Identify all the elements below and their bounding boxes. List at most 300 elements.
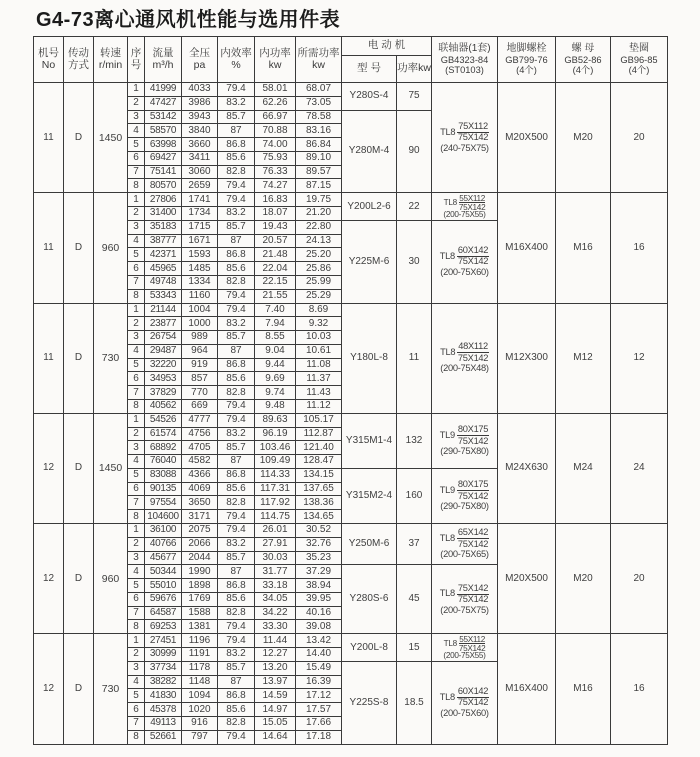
cell-required-power: 89.57 <box>296 165 342 179</box>
cell-seq: 4 <box>128 344 145 358</box>
cell-efficiency: 79.4 <box>218 413 255 427</box>
cell-flow: 63998 <box>145 138 182 152</box>
cell-internal-power: 76.33 <box>255 165 296 179</box>
cell-required-power: 37.29 <box>296 565 342 579</box>
cell-seq: 4 <box>128 234 145 248</box>
cell-internal-power: 9.69 <box>255 372 296 386</box>
cell-pressure: 669 <box>182 399 218 413</box>
cell-washer: 24 <box>611 413 668 523</box>
cell-seq: 2 <box>128 96 145 110</box>
cell-pressure: 1004 <box>182 303 218 317</box>
cell-efficiency: 85.6 <box>218 592 255 606</box>
cell-seq: 1 <box>128 524 145 538</box>
cell-motor-model: Y280S-4 <box>342 83 397 111</box>
cell-internal-power: 114.33 <box>255 468 296 482</box>
cell-efficiency: 83.2 <box>218 96 255 110</box>
cell-seq: 7 <box>128 165 145 179</box>
cell-pressure: 1094 <box>182 689 218 703</box>
cell-pressure: 1593 <box>182 248 218 262</box>
cell-drive-mode: D <box>64 303 94 413</box>
cell-internal-power: 8.55 <box>255 331 296 345</box>
cell-drive-mode: D <box>64 634 94 744</box>
cell-internal-power: 74.27 <box>255 179 296 193</box>
cell-flow: 69427 <box>145 151 182 165</box>
cell-nut: M16 <box>556 634 611 744</box>
cell-washer: 12 <box>611 303 668 413</box>
cell-internal-power: 66.97 <box>255 110 296 124</box>
cell-coupling: TL8 $\frac{65X142}{75X142}$ (200-75X65) <box>432 524 498 565</box>
cell-seq: 8 <box>128 399 145 413</box>
cell-required-power: 128.47 <box>296 455 342 469</box>
cell-required-power: 73.05 <box>296 96 342 110</box>
cell-efficiency: 86.8 <box>218 468 255 482</box>
cell-internal-power: 26.01 <box>255 524 296 538</box>
cell-anchor-bolt: M16X400 <box>498 193 556 303</box>
cell-internal-power: 22.15 <box>255 275 296 289</box>
cell-seq: 7 <box>128 386 145 400</box>
cell-flow: 49113 <box>145 716 182 730</box>
cell-washer: 20 <box>611 83 668 193</box>
cell-seq: 8 <box>128 179 145 193</box>
cell-machine-no: 11 <box>34 303 64 413</box>
cell-efficiency: 85.6 <box>218 703 255 717</box>
page-title: G4-73离心通风机性能与选用件表 <box>36 9 341 31</box>
cell-required-power: 11.08 <box>296 358 342 372</box>
cell-motor-power: 160 <box>397 468 432 523</box>
cell-pressure: 1741 <box>182 193 218 207</box>
cell-seq: 5 <box>128 468 145 482</box>
cell-pressure: 989 <box>182 331 218 345</box>
cell-efficiency: 79.4 <box>218 193 255 207</box>
cell-efficiency: 87 <box>218 234 255 248</box>
cell-efficiency: 79.4 <box>218 730 255 744</box>
cell-coupling: TL8 $\frac{75X112}{75X142}$ (240-75X75) <box>432 83 498 193</box>
cell-motor-model: Y250M-6 <box>342 524 397 565</box>
cell-required-power: 25.20 <box>296 248 342 262</box>
cell-pressure: 3660 <box>182 138 218 152</box>
cell-speed: 730 <box>94 303 128 413</box>
cell-flow: 52661 <box>145 730 182 744</box>
cell-pressure: 4033 <box>182 83 218 97</box>
cell-required-power: 11.43 <box>296 386 342 400</box>
cell-nut: M20 <box>556 524 611 634</box>
fan-table <box>33 36 668 745</box>
cell-seq: 6 <box>128 592 145 606</box>
cell-coupling: TL8 $\frac{60X142}{75X142}$ (200-75X60) <box>432 220 498 303</box>
cell-efficiency: 85.6 <box>218 372 255 386</box>
cell-efficiency: 79.4 <box>218 289 255 303</box>
cell-motor-power: 75 <box>397 83 432 111</box>
cell-flow: 54526 <box>145 413 182 427</box>
cell-flow: 41830 <box>145 689 182 703</box>
cell-flow: 30999 <box>145 648 182 662</box>
cell-flow: 61574 <box>145 427 182 441</box>
cell-required-power: 78.58 <box>296 110 342 124</box>
cell-seq: 2 <box>128 537 145 551</box>
table-row <box>34 193 668 207</box>
cell-pressure: 1148 <box>182 675 218 689</box>
cell-machine-no: 12 <box>34 413 64 523</box>
cell-anchor-bolt: M16X400 <box>498 634 556 744</box>
cell-internal-power: 21.48 <box>255 248 296 262</box>
cell-required-power: 8.69 <box>296 303 342 317</box>
cell-motor-power: 30 <box>397 220 432 303</box>
cell-efficiency: 83.2 <box>218 537 255 551</box>
cell-flow: 90135 <box>145 482 182 496</box>
cell-flow: 40766 <box>145 537 182 551</box>
cell-efficiency: 79.4 <box>218 303 255 317</box>
cell-efficiency: 85.7 <box>218 551 255 565</box>
cell-required-power: 40.16 <box>296 606 342 620</box>
cell-flow: 42371 <box>145 248 182 262</box>
cell-seq: 6 <box>128 372 145 386</box>
cell-efficiency: 79.4 <box>218 510 255 524</box>
cell-required-power: 134.65 <box>296 510 342 524</box>
cell-internal-power: 33.18 <box>255 579 296 593</box>
cell-coupling: TL8 $\frac{48X112}{75X142}$ (200-75X48) <box>432 303 498 413</box>
col-header-reqpower: 所需功率 kw <box>296 37 342 83</box>
cell-required-power: 10.61 <box>296 344 342 358</box>
cell-efficiency: 85.7 <box>218 661 255 675</box>
table-row <box>34 634 668 648</box>
cell-internal-power: 14.59 <box>255 689 296 703</box>
cell-pressure: 916 <box>182 716 218 730</box>
cell-anchor-bolt: M24X630 <box>498 413 556 523</box>
cell-efficiency: 85.6 <box>218 151 255 165</box>
cell-required-power: 86.84 <box>296 138 342 152</box>
cell-seq: 3 <box>128 220 145 234</box>
cell-internal-power: 7.40 <box>255 303 296 317</box>
cell-internal-power: 117.31 <box>255 482 296 496</box>
cell-internal-power: 13.20 <box>255 661 296 675</box>
cell-required-power: 17.57 <box>296 703 342 717</box>
cell-seq: 5 <box>128 358 145 372</box>
cell-required-power: 14.40 <box>296 648 342 662</box>
cell-drive-mode: D <box>64 413 94 523</box>
cell-seq: 7 <box>128 496 145 510</box>
cell-required-power: 16.39 <box>296 675 342 689</box>
cell-flow: 26754 <box>145 331 182 345</box>
cell-internal-power: 7.94 <box>255 317 296 331</box>
cell-motor-power: 132 <box>397 413 432 468</box>
table-row <box>34 83 668 97</box>
cell-seq: 5 <box>128 248 145 262</box>
cell-flow: 45965 <box>145 262 182 276</box>
cell-required-power: 134.15 <box>296 468 342 482</box>
cell-efficiency: 87 <box>218 565 255 579</box>
cell-required-power: 30.52 <box>296 524 342 538</box>
cell-flow: 37829 <box>145 386 182 400</box>
cell-flow: 34953 <box>145 372 182 386</box>
cell-pressure: 2044 <box>182 551 218 565</box>
cell-internal-power: 34.22 <box>255 606 296 620</box>
cell-pressure: 4366 <box>182 468 218 482</box>
cell-pressure: 797 <box>182 730 218 744</box>
col-header-motor-model: 型 号 <box>342 56 397 83</box>
cell-pressure: 919 <box>182 358 218 372</box>
cell-efficiency: 82.8 <box>218 386 255 400</box>
cell-motor-model: Y315M2-4 <box>342 468 397 523</box>
cell-efficiency: 83.2 <box>218 648 255 662</box>
cell-flow: 23877 <box>145 317 182 331</box>
cell-flow: 64587 <box>145 606 182 620</box>
col-header-pressure: 全压 pa <box>182 37 218 83</box>
cell-flow: 97554 <box>145 496 182 510</box>
cell-efficiency: 79.4 <box>218 399 255 413</box>
cell-flow: 83088 <box>145 468 182 482</box>
cell-pressure: 1334 <box>182 275 218 289</box>
cell-internal-power: 15.05 <box>255 716 296 730</box>
cell-flow: 21144 <box>145 303 182 317</box>
cell-drive-mode: D <box>64 83 94 193</box>
cell-flow: 32220 <box>145 358 182 372</box>
cell-seq: 7 <box>128 275 145 289</box>
cell-efficiency: 85.7 <box>218 441 255 455</box>
col-header-power: 内功率 kw <box>255 37 296 83</box>
cell-seq: 8 <box>128 510 145 524</box>
cell-required-power: 17.18 <box>296 730 342 744</box>
cell-flow: 38282 <box>145 675 182 689</box>
cell-seq: 1 <box>128 303 145 317</box>
cell-nut: M20 <box>556 83 611 193</box>
cell-internal-power: 22.04 <box>255 262 296 276</box>
cell-pressure: 2075 <box>182 524 218 538</box>
cell-washer: 16 <box>611 634 668 744</box>
cell-anchor-bolt: M12X300 <box>498 303 556 413</box>
cell-internal-power: 31.77 <box>255 565 296 579</box>
cell-motor-power: 90 <box>397 110 432 193</box>
cell-efficiency: 82.8 <box>218 275 255 289</box>
cell-pressure: 1671 <box>182 234 218 248</box>
cell-pressure: 1898 <box>182 579 218 593</box>
cell-internal-power: 62.26 <box>255 96 296 110</box>
cell-pressure: 1178 <box>182 661 218 675</box>
table-row <box>34 413 668 427</box>
cell-motor-model: Y200L2-6 <box>342 193 397 221</box>
cell-drive-mode: D <box>64 524 94 634</box>
cell-motor-model: Y225S-8 <box>342 661 397 744</box>
cell-required-power: 25.99 <box>296 275 342 289</box>
cell-pressure: 3171 <box>182 510 218 524</box>
cell-internal-power: 117.92 <box>255 496 296 510</box>
cell-internal-power: 18.07 <box>255 207 296 221</box>
cell-pressure: 3060 <box>182 165 218 179</box>
col-header-motor-group: 电 动 机 <box>342 37 432 56</box>
cell-flow: 38777 <box>145 234 182 248</box>
cell-motor-model: Y200L-8 <box>342 634 397 662</box>
cell-required-power: 9.32 <box>296 317 342 331</box>
cell-coupling: TL8 $\frac{60X142}{75X142}$ (200-75X60) <box>432 661 498 744</box>
cell-motor-power: 22 <box>397 193 432 221</box>
cell-required-power: 137.65 <box>296 482 342 496</box>
cell-pressure: 857 <box>182 372 218 386</box>
cell-coupling: TL9 $\frac{80X175}{75X142}$ (290-75X80) <box>432 468 498 523</box>
cell-seq: 6 <box>128 703 145 717</box>
cell-seq: 3 <box>128 110 145 124</box>
cell-pressure: 1990 <box>182 565 218 579</box>
cell-coupling: TL8 $\frac{55X112}{75X142}$ (200-75X55) <box>432 634 498 662</box>
cell-pressure: 4705 <box>182 441 218 455</box>
cell-pressure: 1485 <box>182 262 218 276</box>
cell-required-power: 138.36 <box>296 496 342 510</box>
cell-speed: 960 <box>94 524 128 634</box>
cell-internal-power: 34.05 <box>255 592 296 606</box>
cell-required-power: 11.37 <box>296 372 342 386</box>
cell-motor-model: Y180L-8 <box>342 303 397 413</box>
cell-internal-power: 27.91 <box>255 537 296 551</box>
cell-coupling: TL8 $\frac{75X142}{75X142}$ (200-75X75) <box>432 565 498 634</box>
cell-speed: 960 <box>94 193 128 303</box>
cell-efficiency: 87 <box>218 124 255 138</box>
cell-required-power: 32.76 <box>296 537 342 551</box>
cell-pressure: 770 <box>182 386 218 400</box>
cell-seq: 2 <box>128 207 145 221</box>
cell-internal-power: 103.46 <box>255 441 296 455</box>
cell-internal-power: 109.49 <box>255 455 296 469</box>
cell-flow: 53142 <box>145 110 182 124</box>
cell-flow: 68892 <box>145 441 182 455</box>
cell-pressure: 4069 <box>182 482 218 496</box>
cell-internal-power: 21.55 <box>255 289 296 303</box>
cell-seq: 5 <box>128 579 145 593</box>
cell-seq: 5 <box>128 689 145 703</box>
cell-internal-power: 96.19 <box>255 427 296 441</box>
cell-required-power: 21.20 <box>296 207 342 221</box>
cell-nut: M24 <box>556 413 611 523</box>
cell-required-power: 15.49 <box>296 661 342 675</box>
cell-pressure: 1769 <box>182 592 218 606</box>
cell-seq: 4 <box>128 565 145 579</box>
cell-seq: 6 <box>128 151 145 165</box>
cell-efficiency: 83.2 <box>218 207 255 221</box>
cell-efficiency: 86.8 <box>218 689 255 703</box>
cell-pressure: 1000 <box>182 317 218 331</box>
cell-flow: 80570 <box>145 179 182 193</box>
cell-internal-power: 114.75 <box>255 510 296 524</box>
cell-seq: 1 <box>128 413 145 427</box>
cell-required-power: 22.80 <box>296 220 342 234</box>
cell-motor-power: 18.5 <box>397 661 432 744</box>
cell-pressure: 4756 <box>182 427 218 441</box>
cell-machine-no: 11 <box>34 83 64 193</box>
cell-efficiency: 87 <box>218 344 255 358</box>
cell-seq: 4 <box>128 455 145 469</box>
cell-flow: 45677 <box>145 551 182 565</box>
cell-internal-power: 14.97 <box>255 703 296 717</box>
cell-efficiency: 86.8 <box>218 248 255 262</box>
cell-seq: 7 <box>128 716 145 730</box>
cell-efficiency: 82.8 <box>218 165 255 179</box>
cell-required-power: 11.12 <box>296 399 342 413</box>
cell-internal-power: 89.63 <box>255 413 296 427</box>
cell-required-power: 17.12 <box>296 689 342 703</box>
cell-seq: 1 <box>128 193 145 207</box>
cell-flow: 31400 <box>145 207 182 221</box>
cell-speed: 1450 <box>94 413 128 523</box>
cell-efficiency: 87 <box>218 675 255 689</box>
cell-internal-power: 12.27 <box>255 648 296 662</box>
cell-seq: 4 <box>128 675 145 689</box>
cell-efficiency: 79.4 <box>218 179 255 193</box>
cell-seq: 2 <box>128 427 145 441</box>
cell-flow: 75141 <box>145 165 182 179</box>
cell-machine-no: 11 <box>34 193 64 303</box>
cell-required-power: 112.87 <box>296 427 342 441</box>
cell-drive-mode: D <box>64 193 94 303</box>
cell-flow: 50344 <box>145 565 182 579</box>
cell-flow: 40562 <box>145 399 182 413</box>
cell-seq: 1 <box>128 83 145 97</box>
cell-efficiency: 79.4 <box>218 620 255 634</box>
cell-speed: 1450 <box>94 83 128 193</box>
cell-pressure: 3943 <box>182 110 218 124</box>
cell-flow: 49748 <box>145 275 182 289</box>
cell-efficiency: 82.8 <box>218 496 255 510</box>
cell-seq: 2 <box>128 648 145 662</box>
cell-internal-power: 14.64 <box>255 730 296 744</box>
cell-internal-power: 74.00 <box>255 138 296 152</box>
cell-internal-power: 20.57 <box>255 234 296 248</box>
cell-efficiency: 85.7 <box>218 110 255 124</box>
cell-efficiency: 79.4 <box>218 83 255 97</box>
cell-machine-no: 12 <box>34 524 64 634</box>
cell-pressure: 3650 <box>182 496 218 510</box>
col-header-washer: 垫圈 GB96-85 (4个) <box>611 37 668 83</box>
cell-efficiency: 86.8 <box>218 579 255 593</box>
cell-internal-power: 19.43 <box>255 220 296 234</box>
cell-seq: 4 <box>128 124 145 138</box>
cell-efficiency: 85.7 <box>218 331 255 345</box>
cell-speed: 730 <box>94 634 128 744</box>
cell-pressure: 1160 <box>182 289 218 303</box>
cell-required-power: 35.23 <box>296 551 342 565</box>
cell-seq: 8 <box>128 730 145 744</box>
cell-flow: 41999 <box>145 83 182 97</box>
cell-required-power: 89.10 <box>296 151 342 165</box>
cell-internal-power: 30.03 <box>255 551 296 565</box>
cell-flow: 35183 <box>145 220 182 234</box>
cell-internal-power: 16.83 <box>255 193 296 207</box>
cell-machine-no: 12 <box>34 634 64 744</box>
cell-motor-power: 11 <box>397 303 432 413</box>
cell-efficiency: 86.8 <box>218 138 255 152</box>
cell-efficiency: 82.8 <box>218 606 255 620</box>
cell-anchor-bolt: M20X500 <box>498 524 556 634</box>
cell-required-power: 87.15 <box>296 179 342 193</box>
cell-required-power: 39.08 <box>296 620 342 634</box>
col-header-eff: 内效率 % <box>218 37 255 83</box>
cell-efficiency: 79.4 <box>218 524 255 538</box>
cell-internal-power: 58.01 <box>255 83 296 97</box>
cell-required-power: 24.13 <box>296 234 342 248</box>
cell-efficiency: 85.6 <box>218 482 255 496</box>
cell-required-power: 83.16 <box>296 124 342 138</box>
cell-flow: 47427 <box>145 96 182 110</box>
cell-efficiency: 85.6 <box>218 262 255 276</box>
cell-seq: 8 <box>128 289 145 303</box>
table-row <box>34 524 668 538</box>
cell-flow: 29487 <box>145 344 182 358</box>
cell-pressure: 2066 <box>182 537 218 551</box>
cell-internal-power: 13.97 <box>255 675 296 689</box>
cell-pressure: 1020 <box>182 703 218 717</box>
cell-pressure: 4582 <box>182 455 218 469</box>
col-header-drive: 传动 方式 <box>64 37 94 83</box>
cell-internal-power: 9.44 <box>255 358 296 372</box>
cell-efficiency: 85.7 <box>218 220 255 234</box>
cell-seq: 3 <box>128 331 145 345</box>
cell-efficiency: 82.8 <box>218 716 255 730</box>
